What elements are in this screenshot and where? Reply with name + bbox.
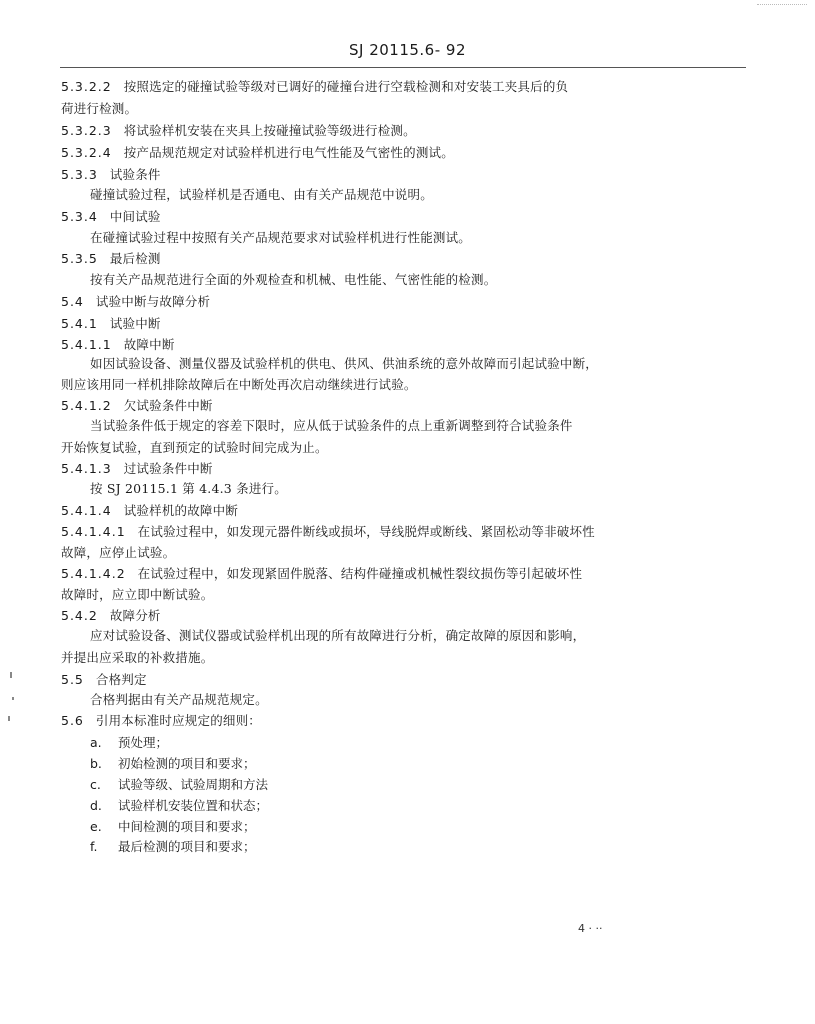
- list-marker: f.: [90, 839, 98, 854]
- paragraph-text: [90, 187, 433, 203]
- clause-continuation: [61, 101, 137, 117]
- clause-number: 5.4.1.4.2: [61, 566, 126, 581]
- clause-number: 5.3.2.2: [61, 79, 112, 94]
- scan-artifact: [10, 672, 12, 678]
- list-marker: a.: [90, 735, 102, 750]
- clause-heading: 最后检测: [109, 251, 161, 266]
- paragraph-text: [90, 481, 287, 497]
- clause-number: 5.3.3: [61, 167, 98, 182]
- clause-number: 5.4.1.2: [61, 398, 112, 413]
- list-item-text: 试验样机安装位置和状态；: [118, 798, 269, 813]
- clause-heading: 故障分析: [109, 608, 161, 623]
- clause-number: 5.4.1.4: [61, 503, 112, 518]
- list-marker: e.: [90, 819, 102, 834]
- paragraph-text: [90, 418, 573, 434]
- paragraph-line: 碰撞试验过程，试验样机是否通电、由有关产品规范中说明。: [90, 187, 433, 202]
- clause-5-4-1-3: [61, 461, 213, 477]
- list-item-text: 预处理；: [118, 735, 169, 750]
- clause-number: 5.3.2.3: [61, 123, 112, 138]
- clause-number: 5.4.1: [61, 316, 98, 331]
- scan-corner-mark: [757, 4, 807, 11]
- section-number: 5.4: [61, 294, 84, 309]
- section-5-6: [61, 713, 261, 729]
- clause-heading: 欠试验条件中断: [123, 398, 213, 413]
- section-number: 5.6: [61, 713, 84, 728]
- clause-text: 在试验过程中，如发现元器件断线或损坏，导线脱焊或断线、紧固松动等非破坏性: [137, 524, 595, 539]
- clause-number: 5.4.1.4.1: [61, 524, 126, 539]
- clause-text: 在试验过程中，如发现紧固件脱落、结构件碰撞或机械性裂纹损伤等引起破坏性: [137, 566, 583, 581]
- scan-artifact: [12, 697, 14, 700]
- clause-5-3-2-2: [61, 79, 568, 95]
- section-heading: 引用本标准时应规定的细则：: [95, 713, 261, 728]
- clause-5-4-1-4-2: [61, 566, 582, 582]
- paragraph-text: [61, 650, 213, 666]
- paragraph-text: [90, 356, 598, 372]
- clause-text: 将试验样机安装在夹具上按碰撞试验等级进行检测。: [123, 123, 416, 138]
- list-item-text: 中间检测的项目和要求；: [118, 819, 256, 834]
- clause-text: 按照选定的碰撞试验等级对已调好的碰撞台进行空载检测和对安装工夹具后的负: [123, 79, 569, 94]
- clause-heading: 试验条件: [109, 167, 161, 182]
- clause-heading: 试验样机的故障中断: [123, 503, 239, 518]
- clause-number: 5.4.1.3: [61, 461, 112, 476]
- clause-text: 按产品规范规定对试验样机进行电气性能及气密性的测试。: [123, 145, 454, 160]
- clause-number: 5.4.2: [61, 608, 98, 623]
- clause-5-4-2: [61, 608, 161, 624]
- paragraph-text: [61, 587, 213, 603]
- paragraph-line: 如因试验设备、测量仪器及试验样机的供电、供风、供油系统的意外故障而引起试验中断，: [90, 356, 599, 371]
- list-item: [90, 777, 268, 793]
- section-heading: 试验中断与故障分析: [95, 294, 211, 309]
- paragraph-text: [90, 230, 471, 246]
- paragraph-text: [90, 628, 585, 644]
- list-item: [90, 756, 256, 772]
- paragraph-text: [61, 440, 328, 456]
- paragraph-text: [90, 272, 496, 288]
- clause-number: 5.4.1.1: [61, 337, 112, 352]
- paragraph-line: 则应该用同一样机排除故障后在中断处再次启动继续进行试验。: [61, 377, 417, 392]
- section-5-4: [61, 294, 210, 310]
- paragraph-line: 当试验条件低于规定的容差下限时，应从低于试验条件的点上重新调整到符合试验条件: [90, 418, 573, 433]
- paragraph-line: 应对试验设备、测试仪器或试验样机出现的所有故障进行分析，确定故障的原因和影响，: [90, 628, 586, 643]
- clause-number: 5.3.5: [61, 251, 98, 266]
- list-item: [90, 798, 268, 814]
- clause-5-4-1-1: [61, 337, 175, 353]
- paragraph-text: [90, 692, 268, 708]
- list-marker: c.: [90, 777, 101, 792]
- paragraph-text: [61, 377, 417, 393]
- paragraph-line: 开始恢复试验，直到预定的试验时间完成为止。: [61, 440, 328, 455]
- clause-5-4-1-2: [61, 398, 213, 414]
- clause-5-3-3: [61, 167, 161, 183]
- clause-number: 5.3.2.4: [61, 145, 112, 160]
- header-rule: [60, 67, 746, 68]
- clause-5-4-1: [61, 316, 161, 332]
- page-number: 4 · ··: [578, 922, 603, 935]
- clause-5-3-2-4: [61, 145, 454, 161]
- page-header-standard-number: SJ 20115.6- 92: [348, 41, 466, 59]
- paragraph-line: 在碰撞试验过程中按照有关产品规范要求对试验样机进行性能测试。: [90, 230, 472, 245]
- section-heading: 合格判定: [95, 672, 147, 687]
- scan-artifact: [8, 716, 10, 721]
- list-marker: b.: [90, 756, 102, 771]
- clause-heading: 中间试验: [109, 209, 161, 224]
- clause-5-3-4: [61, 209, 161, 225]
- paragraph-line: 并提出应采取的补救措施。: [61, 650, 214, 665]
- list-item-text: 初始检测的项目和要求；: [118, 756, 256, 771]
- list-item-text: 试验等级、试验周期和方法: [118, 777, 269, 792]
- list-item: [90, 735, 168, 751]
- clause-text: 荷进行检测。: [61, 101, 138, 116]
- paragraph-text: [61, 545, 175, 561]
- clause-5-4-1-4-1: [61, 524, 595, 540]
- list-marker: d.: [90, 798, 102, 813]
- list-item: [90, 819, 256, 835]
- list-item: [90, 839, 256, 855]
- paragraph-line: 按有关产品规范进行全面的外观检查和机械、电性能、气密性能的检测。: [90, 272, 497, 287]
- list-item-text: 最后检测的项目和要求；: [118, 839, 256, 854]
- section-number: 5.5: [61, 672, 84, 687]
- clause-5-4-1-4: [61, 503, 238, 519]
- paragraph-line: 合格判据由有关产品规范规定。: [90, 692, 268, 707]
- clause-number: 5.3.4: [61, 209, 98, 224]
- section-5-5: [61, 672, 147, 688]
- clause-5-3-2-3: [61, 123, 416, 139]
- clause-heading: 试验中断: [109, 316, 161, 331]
- paragraph-line: 故障，应停止试验。: [61, 545, 176, 560]
- clause-heading: 故障中断: [123, 337, 175, 352]
- paragraph-line: 按 SJ 20115.1 第 4.4.3 条进行。: [90, 481, 287, 496]
- clause-5-3-5: [61, 251, 161, 267]
- clause-heading: 过试验条件中断: [123, 461, 213, 476]
- paragraph-line: 故障时，应立即中断试验。: [61, 587, 214, 602]
